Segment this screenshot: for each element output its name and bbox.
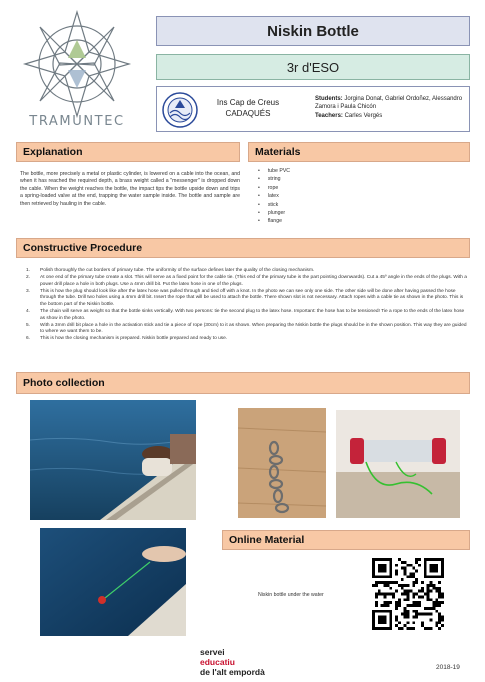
procedure-step (26, 268, 470, 275)
step-text: Polish thoroughly the cut borders of primary tube. The uniformity of the surface defines later the quality of the closing mechanism. (40, 268, 315, 273)
step-number: 2. (26, 275, 31, 281)
school-info-box (156, 86, 470, 132)
photo-collection-heading: Photo collection (16, 372, 470, 394)
procedure-step (26, 309, 470, 322)
materials-list (258, 167, 378, 226)
step-text: The chain will serve as weight so that the bottle sinks vertically. With two persons: tie the second plug to the latex hose. Important: the hose has to be tensioned! Tie a rope to the ends of the latex hose as show in the photo. (40, 309, 465, 321)
procedure-step (26, 323, 470, 336)
students-names: Jorgina Donat, Gabriel Ordoñez, Alessandro Zamora i Paula Chicón (315, 96, 463, 111)
list-item: • string (258, 175, 378, 183)
photo-boat-side (30, 400, 196, 520)
school-seal-icon (161, 91, 199, 129)
photo-chain (238, 408, 326, 518)
list-item: • stick (258, 201, 378, 209)
tramuntec-wordmark: TRAMUNTEC (29, 114, 125, 129)
step-text: This is how the closing mechanism is prepared. Niskin bottle prepared and ready to use. (40, 336, 228, 342)
step-number: 5. (26, 322, 31, 328)
procedure-step (26, 275, 470, 288)
school-name (207, 97, 289, 119)
procedure-steps (26, 268, 470, 344)
underwater-caption: Niskin bottle under the water (258, 592, 324, 598)
list-item: • flange (258, 217, 378, 225)
grade-label: 3r d'ESO (156, 54, 470, 80)
photo-niskin-bottle (336, 410, 460, 518)
photo-underwater (40, 528, 186, 636)
online-material-heading: Online Material (222, 530, 470, 550)
step-text: With a 3mm drill bit place a hole in the activation stick and tie a piece of rope (30cm) to it as shown. When preparing the Niskin bottle the plugs should be in the shown position. This way they are guided to where we want them to be. (40, 322, 467, 335)
teachers-names: Carles Vergés (344, 112, 383, 119)
materials-heading: Materials (248, 142, 470, 162)
explanation-text: The bottle, more precisely a metal or plastic cylinder, is lowered on a cable into the ocean, and when it has reached the required depth, a brass weight called a "messenger" is dropped down the cable. When the weight reaches the bottle, the impact tips the bottle upside down and trips a spring-loaded valve at the end, trapping the water sample inside. The bottle and sample are then retrieved by hauling in the cable. (20, 171, 240, 207)
credits (315, 95, 467, 120)
procedure-heading: Constructive Procedure (16, 238, 470, 258)
students-label: Students: (315, 96, 343, 102)
school-year: 2018-19 (436, 664, 460, 671)
school-name-line1: Ins Cap de Creus (216, 98, 280, 107)
school-name-line2: CADAQUÉS (225, 109, 271, 118)
list-item: • tube PVC (258, 167, 378, 175)
procedure-step (26, 289, 470, 309)
step-text: At one end of the primary tube create a slot. This will serve as a fixed point for the cable tie. (This end of the primary tube is the part pointing downwards). Cut a 45º angle in the ends of the plugs. With a power drill place a hole in both plugs. Use a 4mm drill bit. Put the latex hose in one of the plugs. (40, 275, 467, 287)
explanation-heading: Explanation (16, 142, 240, 162)
page-title: Niskin Bottle (156, 16, 470, 46)
list-item: • plunger (258, 209, 378, 217)
step-number: 6. (26, 336, 31, 342)
procedure-step (26, 336, 470, 343)
footer-logo-line3: de l'alt empordà (200, 666, 265, 677)
servei-educatiu-logo (200, 648, 265, 677)
list-item: • latex (258, 192, 378, 200)
step-number: 1. (26, 268, 31, 273)
teachers-label: Teachers: (315, 112, 343, 119)
qr-code-icon[interactable] (372, 558, 444, 630)
step-number: 4. (26, 309, 31, 315)
compass-rose-icon (14, 10, 140, 118)
footer-logo-line2: educatiu (200, 656, 235, 667)
step-text: This is how the plug should look like after the latex hose was pulled through and tied off with a knot. In the photo we can see only one side. The other side will be done after having passed the hose through the tube. Drill two holes using a 4mm drill bit. Insert the rope that will be used to attach the bottle. There shown slot is not necessary. Attach ropes with a cable tie as shown in the photo. This is the bottom part of the Niskin bottle. (40, 288, 464, 307)
list-item: • rope (258, 184, 378, 192)
step-number: 3. (26, 288, 31, 294)
footer-logo-line1: servei (200, 647, 225, 657)
